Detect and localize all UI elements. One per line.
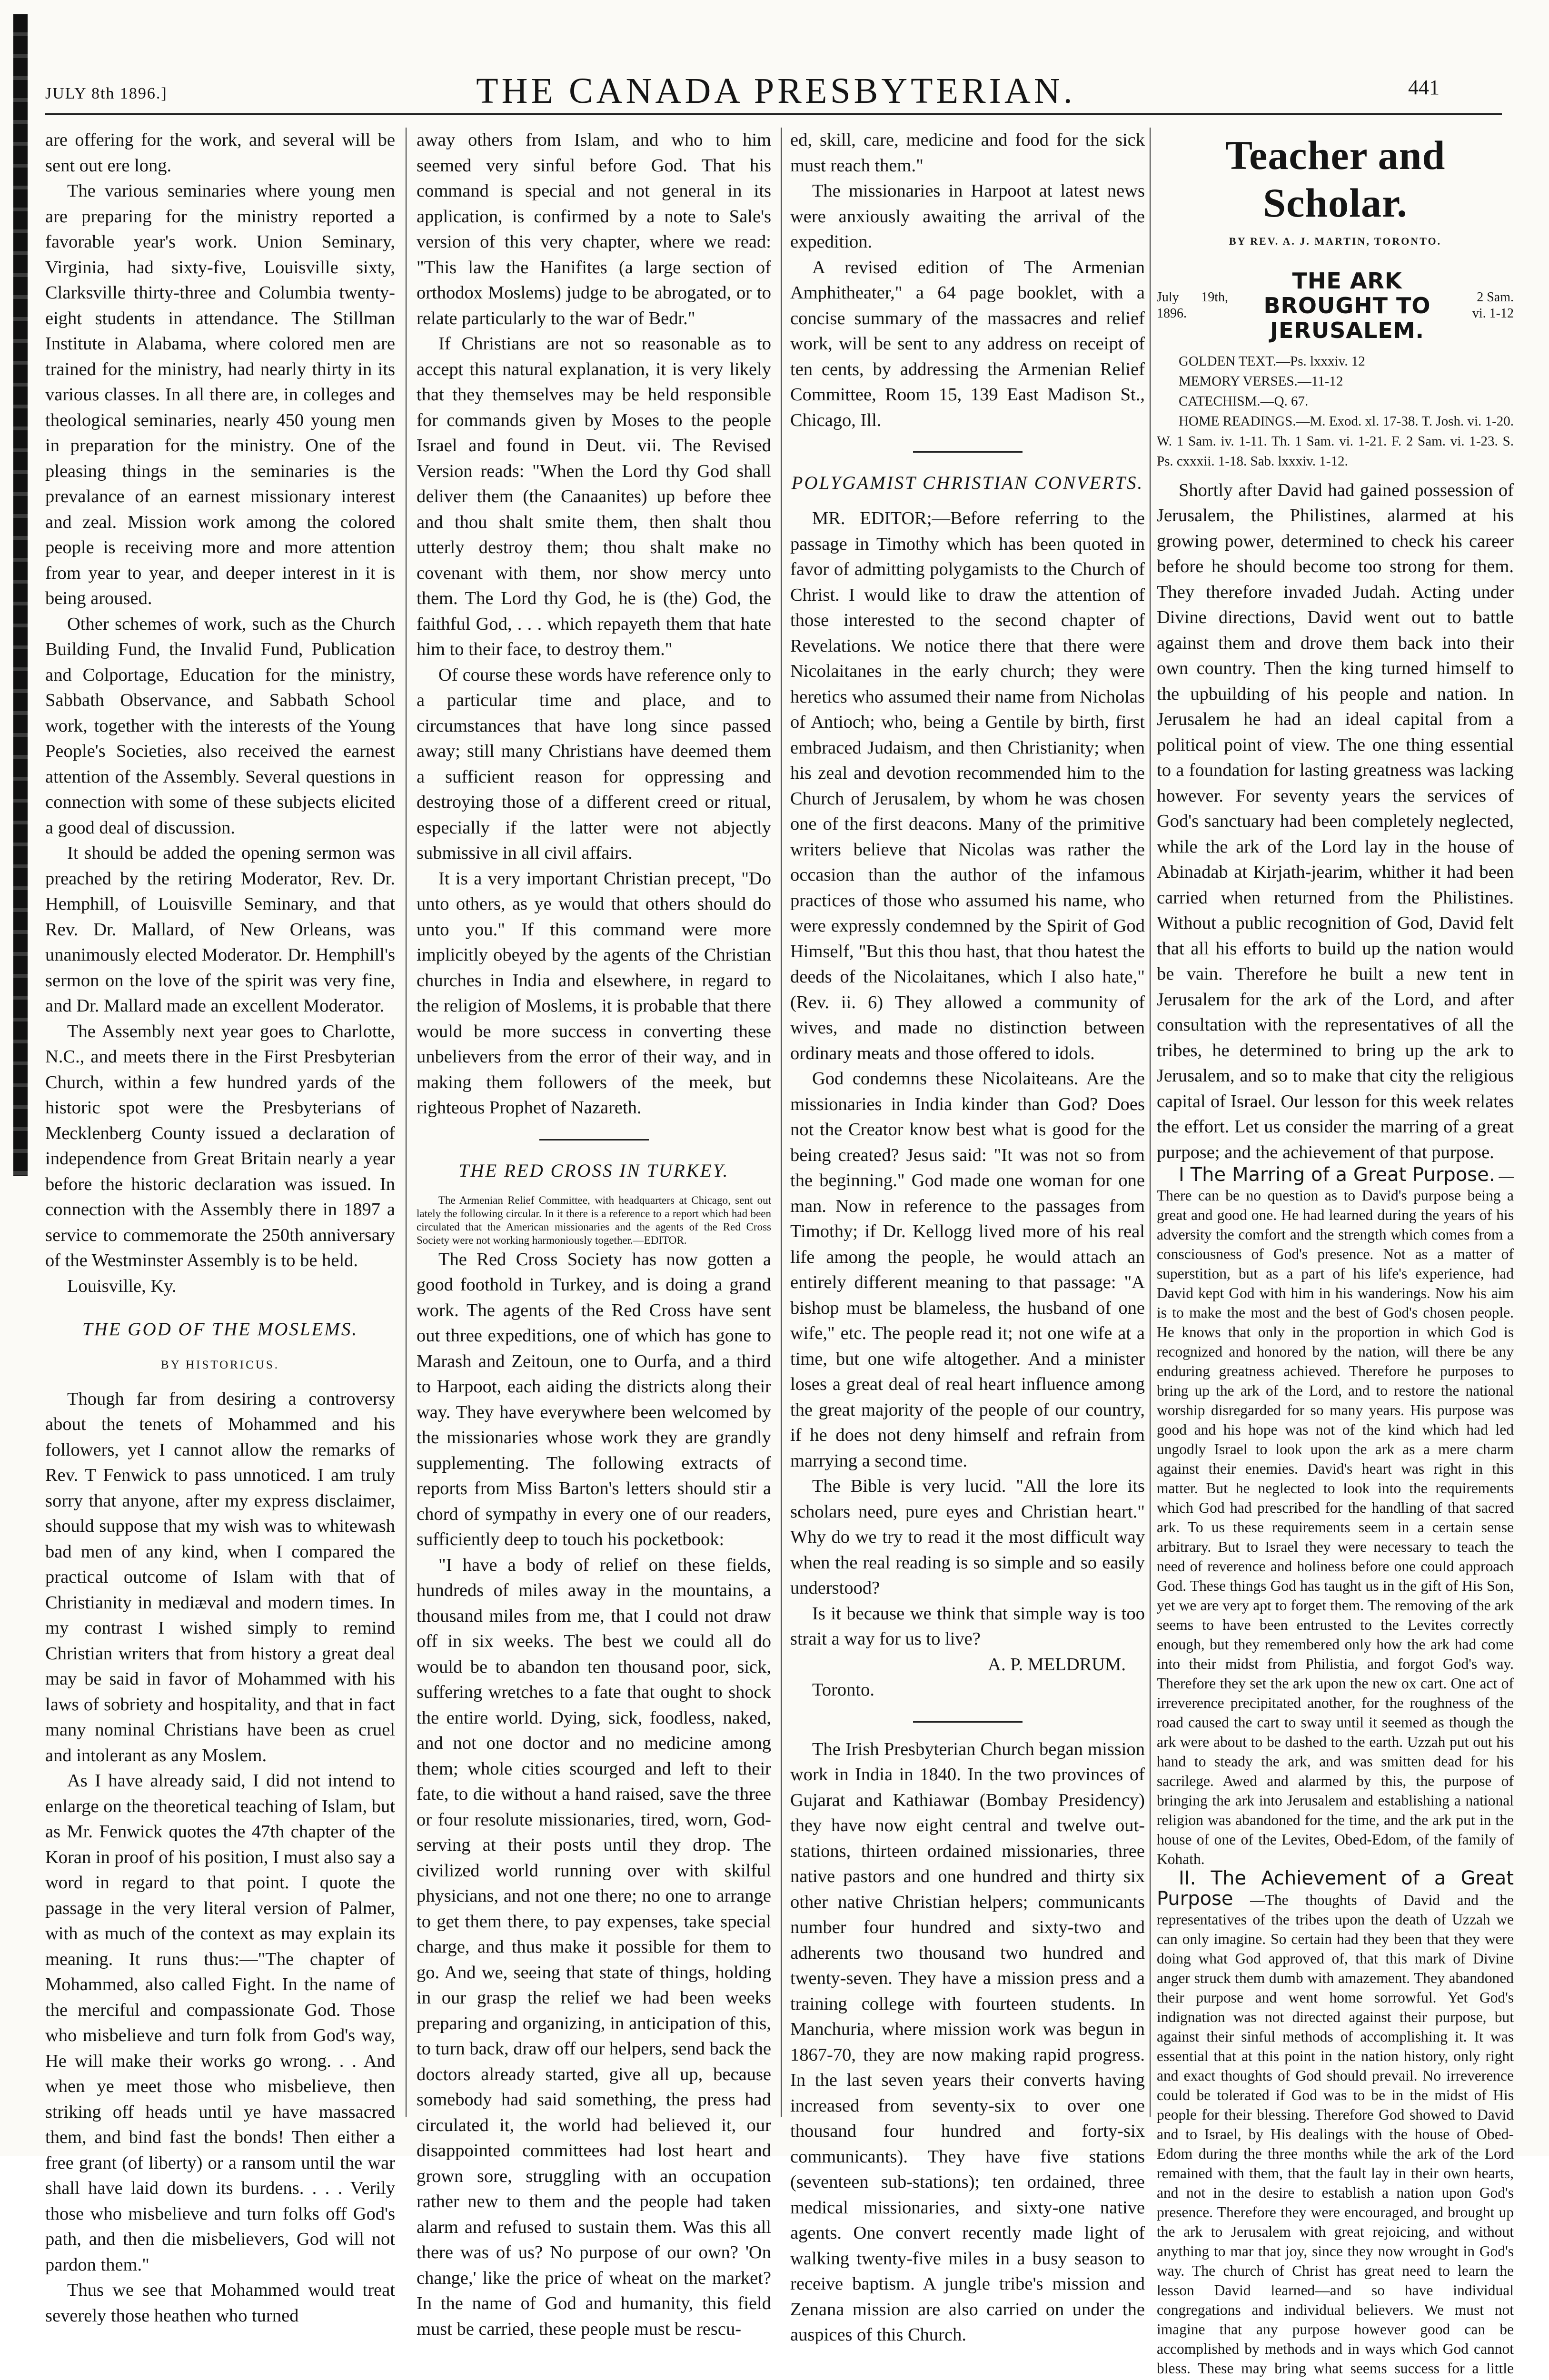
- column-3: [790, 128, 1145, 2345]
- paragraph: The Red Cross Society has now gotten a good foothold in Turkey, and is doing a grand work. The agents of the Red Cross have sent out three expeditions, one of which has gone to Marash and Zeitoun, one to Ourfa, and a third to Harpoot, each aiding the districts along their way. They have everywhere been welcomed by the missionaries whose work they are grandly supplementing. The following extracts of reports from Miss Barton's letters should stir a chord of sympathy in every one of our readers, sufficiently deep to touch his pocketbook:: [417, 1249, 771, 1549]
- article-heading: POLYGAMIST CHRISTIAN CONVERTS.: [791, 473, 1144, 493]
- article-heading: THE GOD OF THE MOSLEMS.: [82, 1319, 358, 1339]
- signature: A. P. MELDRUM.: [988, 1654, 1126, 1675]
- paragraph: Shortly after David had gained possession of Jerusalem, the Philistines, alarmed at his growing power, determined to check his career before he should become too strong for them. They therefore invaded Judah. Acting under Divine directions, David went out to battle against them and drove them back into their own country. Then the king turned himself to the upbuilding of his people and nation. In Jerusalem he had an ideal capital from a political point of view. The one thing essential to a foundation for lasting greatness was lacking however. For seventy years the services of God's sanctuary had been completely neglected, while the ark of the Lord lay in the house of Abinadab at Kirjath-jearim, whither it had been carried when returned from the Philistines. Without a public recognition of God, David felt that all his efforts to build up the nation would be vain. Therefore he built a new tent in Jerusalem for the ark of the Lord, and after consultation with the representatives of all the tribes, he determined to bring up the ark to Jerusalem, and so to make that city the religious capital of Israel. Our lesson for this week relates the effort. Let us consider the marring of a great purpose; and the achievement of that purpose.: [1157, 480, 1514, 1162]
- home-readings: HOME READINGS.—M. Exod. xl. 17-38. T. Josh. vi. 1-20. W. 1 Sam. iv. 1-11. Th. 1 Sam. vi. 1-21. F. 2 Sam. vi. 1-23. S. Ps. cxxxii. 1-18. Sab. lxxxiv. 1-12.: [1157, 413, 1514, 469]
- header-rule: [45, 113, 1502, 115]
- paragraph-text: —The thoughts of David and the representatives of the tribes upon the death of Uzzah we can only imagine. So certain had they been that they were doing what God approved of, that this mark of Divine anger struck them dumb with amazement. They abandoned their purpose and went home sorrowful. Yet God's indignation was not directed against their purpose, but against their sinful methods of accomplishing it. It was essential that at this point in the nation history, only right and exact thoughts of God should prevail. No irreverence could be tolerated if God was to be in the midst of His people for their blessing. Therefore God showed to David and to Israel, by His dealings with the house of Obed-Edom during the three months while the ark of the Lord remained with them, that the fault lay in their own hearts, and not in the desire to establish a nation upon God's presence. Therefore they were encouraged, and brought up the ark to Jerusalem with great rejoicing, and without anything to mar that joy, since they now wrought in God's way. The church of Christ has great need to learn the lesson David learned—and so have individual congregations and individual believers. We must not imagine that any purpose however good can be accomplished by methods and in ways which God cannot bless. These may bring what seems success for a little: [1157, 1892, 1514, 2377]
- lesson-title: THE ARK BROUGHT TO JERUSALEM.: [1263, 268, 1431, 343]
- paragraph: away others from Islam, and who to him seemed very sinful before God. That his command is special and not general in its application, is confirmed by a note to Sale's version of this very chapter, where we read: "This law the Hanifites (a large section of orthodox Moslems) judge to be abrogated, or to relate particularly to the war of Bedr.": [417, 130, 771, 328]
- binding-edge: [13, 14, 28, 1176]
- paragraph-text: —There can be no question as to David's purpose being a great and good one. He had learned during the years of his adversity the comfort and the strength which comes from a consciousness of God's presence. Not as a matter of superstition, but as a part of his life's experience, had David kept God with him in his wanderings. Now his aim is to make the most and the best of God's chosen people. He knows that only in the proportion in which God is recognized and honored by the nation, will there be any enduring greatness achieved. Therefore he purposes to bring up the ark of the Lord, and to restore the national worship disregarded for so many years. His purpose was good and his hope was not of the kind which had led ungodly Israel to look upon the ark as a mere charm against their enemies. David's heart was right in this matter. But he neglected to look into the requirements which God had prescribed for the handling of that sacred ark. To us these requirements seem in a certain sense arbitrary. But to Israel they were necessary to teach the need of reverence and holiness before one could approach God. These things God has taught us in the gift of His Son, yet we are very apt to forget them. The removing of the ark seems to have been entrusted to the Levites correctly enough, but they remembered only how the ark had come into their midst from Philistia, and forgot God's way. Therefore they set the ark upon the new ox cart. One act of irreverence precipitated another, for the roughness of the road caused the cart to sway until it seemed as though the ark were about to be dashed to the earth. Uzzah put out his hand to steady the ark, and was smitten dead for his sacrilege. Awed and alarmed by this, the purpose of bringing the ark into Jerusalem and establishing a national religion was abandoned for the time, and the ark put in the house of one of the Levites, Obed-Edom, of the family of Kohath.: [1157, 1168, 1514, 1867]
- paragraph: are offering for the work, and several will be sent out ere long.: [45, 130, 395, 176]
- header-date: JULY 8th 1896.]: [45, 85, 168, 102]
- paragraph: Other schemes of work, such as the Church Building Fund, the Invalid Fund, Publication and Colportage, Education for the ministry, Sabbath Observance, and Sabbath School work, together with the interests of the Young People's Societies, also received the earnest attention of the Assembly. Several questions in connection with some of these subjects elicited a good deal of discussion.: [45, 614, 395, 838]
- section-rule: [913, 451, 1023, 453]
- page-header: [0, 62, 1549, 109]
- paragraph: Of course these words have reference only to a particular time and place, and to circumstances that have long since passed away; still many Christians have deemed them a sufficient reason for oppressing and destroying those of a different creed or ritual, especially if the latter were not abjectly submissive in all civil affairs.: [417, 664, 771, 863]
- lesson-header: [1157, 268, 1514, 343]
- section-heading: Teacher and Scholar.: [1225, 132, 1446, 226]
- lesson-date: July 19th, 1896.: [1157, 289, 1228, 321]
- paragraph: Though far from desiring a controversy about the tenets of Mohammed and his followers, yet I cannot allow the remarks of Rev. T Fenwick to pass unnoticed. I am truly sorry that anyone, after my express disclaimer, should suppose that my wish was to whitewash bad men of any kind, when I compared the practical outcome of Islam with that of Christianity in mediæval and modern times. In my contrast I wished simply to remind Christian writers that from history a great deal may be said in favor of Mohammed with his laws of sobriety and hospitality, and that in fact many nominal Christians have been as cruel and intolerant as any Moslem.: [45, 1388, 395, 1765]
- paragraph: The Bible is very lucid. "All the lore its scholars need, pure eyes and Christian heart." Why do we try to read it the most difficult way when the real reading is so simple and so easily understood?: [790, 1476, 1145, 1598]
- dateline: Toronto.: [812, 1680, 874, 1700]
- subheading: II. The Achievement of a Great Purpose: [1157, 1867, 1514, 1910]
- byline: BY HISTORICUS.: [160, 1359, 280, 1371]
- paragraph: If Christians are not so reasonable as to accept this natural explanation, it is very likely that they themselves may be held responsible for commands given by Moses to the people Israel and found in Deut. vii. The Revised Version reads: "When the Lord thy God shall deliver them (the Canaanites) up before thee and thou shalt smite them, then shalt thou utterly destroy them; thou shalt make no covenant with them, nor show mercy unto them. The Lord thy God, he is (the) God, the faithful God, . . . which repayeth them that hate him to their face, to destroy them.": [417, 334, 771, 659]
- paragraph: MR. EDITOR;—Before referring to the passage in Timothy which has been quoted in favor of admitting polygamists to the Church of Christ. I would like to draw the attention of those interested to the second chapter of Revelations. We notice there that there were Nicolaitanes in the early church; they were heretics who assumed their name from Nicholas of Antioch; who, being a Gentile by birth, first embraced Judaism, and then Christianity; when his zeal and devotion recommended him to the Church of Jerusalem, by whom he was chosen one of the first deacons. Many of the primitive writers believe that Nicolas was rather the occasion than the author of the infamous practices of those who assumed his name, who were expressly condemned by the Spirit of God Himself, "But this thou hast, that thou hatest the deeds of the Nicolaitanes, which I also hate," (Rev. ii. 6) They allowed a community of wives, and made no distinction between ordinary meats and those offered to idols.: [790, 508, 1145, 1063]
- lesson-reference: 2 Sam. vi. 1-12: [1472, 289, 1514, 321]
- paragraph: The various seminaries where young men are preparing for the ministry reported a favorable year's work. Union Seminary, Virginia, had sixty-five, Louisville sixty, Clarksville thirty-three and Columbia twenty-eight students in attendance. The Stillman Institute in Alabama, where colored men are trained for the ministry, had nearly thirty in its various classes. In all there are, in colleges and theological seminaries, nearly 450 young men in preparation for the ministry. One of the pleasing things in the seminaries is the prevalance of an earnest missionary interest and zeal. Mission work among the colored people is receiving more and more attention from year to year, and deeper interest in it is being aroused.: [45, 181, 395, 608]
- paragraph: "I have a body of relief on these fields, hundreds of miles away in the mountains, a thousand miles from me, that I could not draw off in six weeks. The best we could all do would be to abandon ten thousand poor, sick, suffering wretches to a fate that ought to shock the entire world. Dying, sick, foodless, naked, and not one doctor and no medicine among them; whole cities scourged and left to their fate, to die without a hand raised, save the three or four resolute missionaries, tired, worn, God-serving at their posts until they drop. The civilized world running over with skilful physicians, and not one there; no one to arrange to get them there, to pay expenses, take special charge, and thus make it possible for them to go. And we, seeing that state of things, holding in our grasp the relief we had been weeks preparing and organizing, in anticipation of this, to turn back, draw off our helpers, send back the doctors already started, give all up, because somebody had said something, the press had circulated it, the world had believed it, our disappointed committees had lost heart and grown sore, struggling with an occupation rather new to them and the people had taken alarm and refused to sustain them. Was this all there was of us? No purpose of our own? 'On change,' like the price of wheat on the market? In the name of God and humanity, this field must be carried, these people must be rescu-: [417, 1555, 771, 2339]
- paragraph: [1157, 1165, 1514, 1869]
- catechism: CATECHISM.—Q. 67.: [1179, 393, 1309, 409]
- paragraph: The Irish Presbyterian Church began mission work in India in 1840. In the two provinces of Gujarat and Kathiawar (Bombay Presidency) they have now eight central and twelve out-stations, thirteen ordained missionaries, three native pastors and one hundred and thirty six other native Christian helpers; communicants number four hundred and sixty-two and adherents two thousand two hundred and twenty-seven. They have a mission press and a training college with fourteen students. In Manchuria, where mission work was begun in 1867-70, they are now making rapid progress. In the last seven years their converts having increased from seventy-six to over one thousand four hundred and forty-six communicants). They have five stations (seventeen sub-stations); ten ordained, three medical missionaries, and sixty-one native agents. One convert recently made light of walking twenty-five miles in a busy season to receive baptism. A jungle tribe's mission and Zenana mission are also carried on under the auspices of this Church.: [790, 1739, 1145, 2345]
- paragraph: The Assembly next year goes to Charlotte, N.C., and meets there in the First Presbyterian Church, within a few hundred yards of the historic spot were the Presbyterians of Mecklenberg County issued a declaration of independence from Great Britain nearly a year before the historic declaration was issued. In connection with the Assembly there in 1897 a service to commemorate the 250th anniversary of the Westminster Assembly is to be held.: [45, 1021, 395, 1270]
- paragraph: Is it because we think that simple way is too strait a way for us to live?: [790, 1603, 1145, 1649]
- article-heading: THE RED CROSS IN TURKEY.: [458, 1160, 729, 1181]
- byline: BY REV. A. J. MARTIN, TORONTO.: [1229, 235, 1442, 247]
- section-rule: [913, 1721, 1023, 1723]
- paragraph: The missionaries in Harpoot at latest news were anxiously awaiting the arrival of the expedition.: [790, 181, 1145, 252]
- paragraph: It should be added the opening sermon was preached by the retiring Moderator, Rev. Dr. Hemphill, of Louisville Seminary, and that Rev. Dr. Mallard, of New Orleans, was unanimously elected Moderator. Dr. Hemphill's sermon on the love of the spirit was very fine, and Dr. Mallard made an excellent Moderator.: [45, 843, 395, 1016]
- column-divider: [406, 128, 407, 2117]
- memory-verses: MEMORY VERSES.—11-12: [1179, 373, 1343, 389]
- dateline: Louisville, Ky.: [67, 1276, 177, 1296]
- column-1: [45, 128, 395, 2326]
- editor-note: The Armenian Relief Committee, with headquarters at Chicago, sent out lately the following circular. In it there is a reference to a report which had been circulated that the American missionaries and the agents of the Red Cross Society were not working harmoniously together.—EDITOR.: [417, 1194, 771, 1246]
- golden-text: GOLDEN TEXT.—Ps. lxxxiv. 12: [1179, 353, 1365, 369]
- paragraph: Thus we see that Mohammed would treat severely those heathen who turned: [45, 2280, 395, 2326]
- column-2: [417, 128, 771, 2339]
- column-divider: [1150, 128, 1151, 2117]
- column-4: [1157, 128, 1514, 2377]
- subheading: I The Marring of a Great Purpose.: [1179, 1164, 1495, 1186]
- paragraph: It is a very important Christian precept, "Do unto others, as ye would that others should do unto you." If this command were more implicitly obeyed by the agents of the Christian churches in India and elsewhere, in regard to the religion of Moslems, it is probable that there would be more success in converting these unbelievers from the error of their way, and in making them followers of the meek, but righteous Prophet of Nazareth.: [417, 868, 771, 1118]
- page-number: 441: [1408, 76, 1440, 99]
- paragraph: As I have already said, I did not intend to enlarge on the theoretical teaching of Islam, but as Mr. Fenwick quotes the 47th chapter of the Koran in proof of his position, I must also say a word in regard to that point. I quote the passage in the very literal version of Palmer, with as much of the context as may explain its meaning. It runs thus:—"The chapter of Mohammed, also called Fight. In the name of the merciful and compassionate God. Those who misbelieve and turn folk from God's way, He will make their works go wrong. . . And when ye meet those who misbelieve, then striking off heads until ye have massacred them, and bind fast the bonds! Then either a free grant (of liberty) or a ransom until the war shall have laid down its burdens. . . . Verily those who misbelieve and turn folks off God's path, and then die misbelievers, God will not pardon them.": [45, 1771, 395, 2275]
- section-rule: [539, 1139, 649, 1140]
- paragraph: ed, skill, care, medicine and food for the sick must reach them.": [790, 130, 1145, 176]
- paragraph: [1157, 1869, 1514, 2380]
- paragraph: A revised edition of The Armenian Amphitheater," a 64 page booklet, with a concise summary of the massacres and relief work, will be sent to any address on receipt of ten cents, by addressing the Armenian Relief Committee, Room 15, 139 East Madison St., Chicago, Ill.: [790, 257, 1145, 430]
- masthead-title: THE CANADA PRESBYTERIAN.: [476, 71, 1076, 111]
- column-divider: [781, 128, 782, 2117]
- paragraph: God condemns these Nicolaiteans. Are the missionaries in India kinder than God? Does not the Creator know best what is good for the being created? Jesus said: "It was not so from the beginning." God made one woman for one man. Now in reference to the passages from Timothy; if Dr. Kellogg lived more of his real life among the people, he would attach an entirely different meaning to that passage: "A bishop must be blameless, the husband of one wife," etc. The people read it; not one wife at a time, but one wife altogether. And a minister loses a great deal of real heart influence among the great majority of the people of our country, if he does not deny himself and refrain from marrying a second time.: [790, 1069, 1145, 1471]
